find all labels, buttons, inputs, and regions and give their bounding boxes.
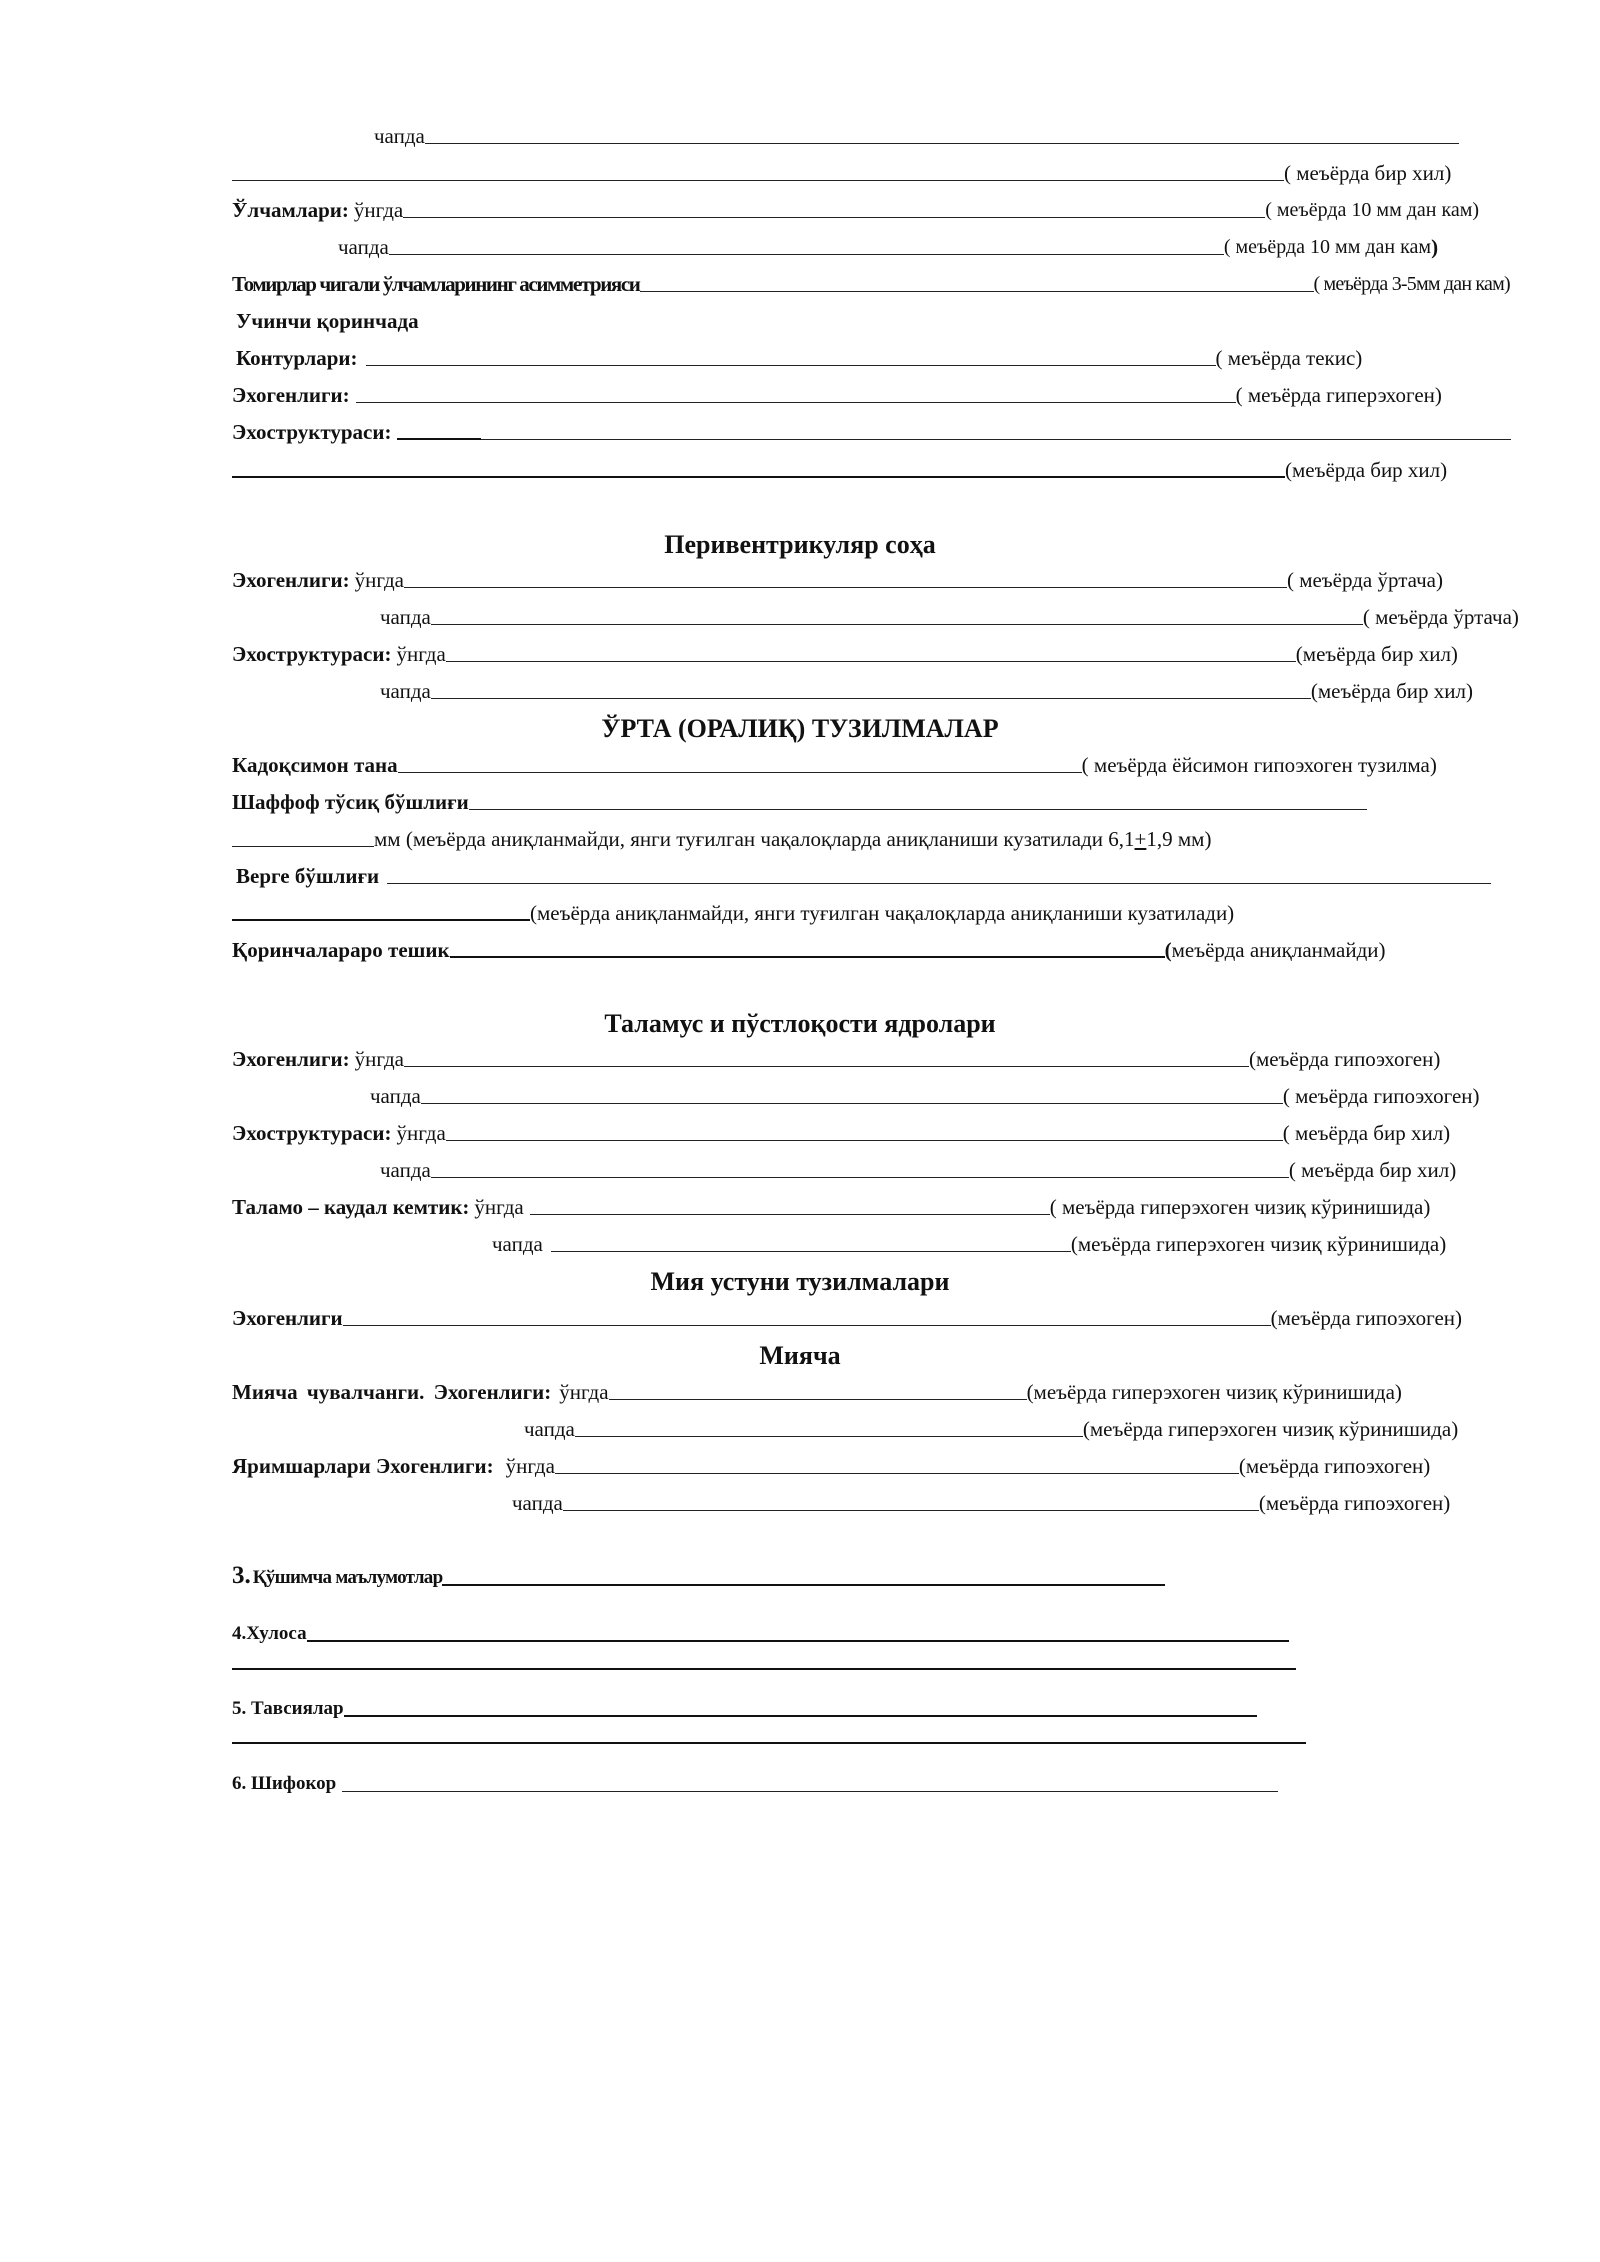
ungda-label: ўнгда [396, 642, 446, 666]
fill-line-bold[interactable] [232, 919, 530, 921]
size-left-row [338, 235, 1438, 259]
chapda-label: чапда [338, 235, 389, 259]
foramen-label: Қоринчалараро тешик [232, 938, 450, 962]
corpus-callosum-label: Кадоқсимон тана [232, 753, 398, 777]
vermis-left-row [524, 1417, 1458, 1441]
fill-line[interactable] [469, 809, 1367, 810]
corpus-callosum-row [232, 753, 1437, 777]
contours-label: Контурлари: [236, 346, 358, 370]
norm-note: (меъёрда гиперэхоген чизиқ кўринишида) [1026, 1380, 1402, 1404]
periventricular-echo-left-row [380, 605, 1519, 629]
fill-line-bold[interactable] [307, 1640, 1289, 1642]
ungda-label: ўнгда [474, 1195, 524, 1219]
fill-line[interactable] [403, 217, 1265, 218]
chapda-label: чапда [512, 1491, 563, 1515]
fill-line[interactable] [404, 1066, 1249, 1067]
norm-note: ( меъёрда бир хил) [1284, 161, 1452, 185]
septum-row [232, 790, 1367, 814]
fill-line[interactable] [551, 1251, 1071, 1252]
fill-line-bold[interactable] [232, 476, 1285, 478]
additional-info-row [232, 1562, 1165, 1590]
periventricular-heading: Перивентрикуляр соҳа [664, 530, 936, 559]
thalamus-echo-left-row [370, 1084, 1480, 1108]
thalamocaudal-label: Таламо – каудал кемтик: [232, 1195, 470, 1219]
chapda-label: чапда [524, 1417, 575, 1441]
conclusion-row [232, 1622, 1289, 1646]
vergae-row [236, 864, 1491, 888]
fill-line[interactable] [640, 291, 1314, 292]
chapda-label: чапда [492, 1232, 543, 1256]
norm-note: (меъёрда гипоэхоген) [1248, 1047, 1441, 1071]
echogenicity-label: Эхогенлиги: [232, 1047, 350, 1071]
size-right-row [232, 198, 1479, 222]
fill-line-bold[interactable] [450, 956, 1165, 958]
norm-note: (меъёрда гипоэхоген) [1238, 1454, 1431, 1478]
fill-line[interactable] [563, 1510, 1259, 1511]
norm-note: ( меъёрда 3-5мм дан кам) [1313, 273, 1510, 295]
ungda-label: ўнгда [505, 1454, 555, 1478]
thalamus-echo-right-row [232, 1047, 1440, 1071]
brainstem-echo-row [232, 1306, 1462, 1330]
fill-line[interactable] [431, 698, 1311, 699]
vermis-right-row [232, 1380, 1402, 1404]
conclusion-extra-line[interactable] [232, 1668, 1296, 1670]
midline-structures-heading: ЎРТА (ОРАЛИҚ) ТУЗИЛМАЛАР [601, 714, 999, 743]
asymmetry-row [232, 272, 1510, 296]
norm-note: ( меъёрда ўртача) [1286, 568, 1443, 592]
top-chapda-row [374, 124, 1459, 148]
thalamus-struct-right-row [232, 1121, 1450, 1145]
chapda-label: чапда [370, 1084, 421, 1108]
hemispheres-label: Яримшарлари Эхогенлиги: [232, 1454, 494, 1478]
echostructure-row [232, 420, 1511, 444]
fill-line-bold[interactable] [397, 438, 481, 440]
vergae-norm: (меъёрда аниқланмайди, янги туғилган чақалоқларда аниқланиши кузатилади) [530, 901, 1235, 925]
fill-line[interactable] [356, 402, 1236, 403]
fill-line[interactable] [342, 1791, 1278, 1792]
norm-note: ( меъёрда 10 мм дан кам) [1265, 199, 1480, 221]
norm-note: ( меъёрда гипоэхоген) [1282, 1084, 1480, 1108]
norm-note: (меъёрда гипоэхоген) [1258, 1491, 1451, 1515]
chapda-label: чапда [380, 1158, 431, 1182]
ungda-label: ўнгда [354, 568, 404, 592]
vergae-continuation-row [232, 901, 1234, 925]
norm-note: (меъёрда бир хил) [1285, 458, 1448, 482]
fill-line[interactable] [398, 772, 1082, 773]
recommendations-label: 5. Тавсиялар [232, 1698, 344, 1719]
norm-note: (меъёрда гиперэхоген чизиқ кўринишида) [1070, 1232, 1447, 1256]
fill-line[interactable] [343, 1325, 1271, 1326]
fill-line[interactable] [431, 624, 1363, 625]
echogenicity-label: Эхогенлиги [232, 1306, 343, 1330]
echostructure-label: Эхоструктураси: [232, 642, 392, 666]
periventricular-struct-right-row [232, 642, 1458, 666]
ungda-label: ўнгда [353, 198, 404, 222]
fill-line[interactable] [575, 1436, 1083, 1437]
third-ventricle-heading: Учинчи қоринчада [236, 309, 419, 333]
fill-line[interactable] [446, 661, 1296, 662]
plexus-continuation-row [232, 161, 1451, 185]
foramen-row [232, 938, 1386, 962]
ungda-label: ўнгда [354, 1047, 404, 1071]
fill-line[interactable] [446, 1140, 1283, 1141]
fill-line[interactable] [366, 365, 1216, 366]
fill-line[interactable] [389, 254, 1224, 255]
norm-note: ( меъёрда гиперэхоген) [1235, 383, 1442, 407]
norm-note: (меъёрда бир хил) [1310, 679, 1474, 703]
norm-note: ( меъёрда ёйсимон гипоэхоген тузилма) [1081, 753, 1437, 777]
brainstem-heading: Мия устуни тузилмалари [650, 1267, 950, 1296]
chapda-label: чапда [380, 605, 431, 629]
norm-note: ( меъёрда текис) [1215, 346, 1363, 370]
cerebellum-heading: Мияча [759, 1341, 841, 1370]
norm-note: (меъёрда гиперэхоген чизиқ кўринишида) [1082, 1417, 1459, 1441]
doctor-label: 6. Шифокор [232, 1773, 337, 1794]
third-ventricle-row [236, 309, 419, 333]
echogenicity-row [232, 383, 1442, 407]
fill-line[interactable] [609, 1399, 1027, 1400]
fill-line[interactable] [421, 1103, 1283, 1104]
norm-note: (меъёрда бир хил) [1295, 642, 1458, 666]
thalamocaudal-right-row [232, 1195, 1430, 1219]
ungda-label: ўнгда [559, 1380, 609, 1404]
foramen-norm: меъёрда аниқланмайди) [1171, 938, 1386, 962]
thalamus-struct-left-row [380, 1158, 1456, 1182]
hemispheres-left-row [512, 1491, 1450, 1515]
fill-line-bold[interactable] [344, 1715, 1257, 1717]
plus-minus-sign: + [1134, 827, 1147, 851]
additional-info-number: 3. [232, 1562, 251, 1589]
doctor-row [232, 1772, 1278, 1796]
thalamocaudal-left-row [492, 1232, 1446, 1256]
contours-row [236, 346, 1362, 370]
fill-line[interactable] [555, 1473, 1239, 1474]
echostructure-continuation-row [232, 458, 1447, 482]
fill-line[interactable] [431, 1177, 1289, 1178]
fill-line[interactable] [530, 1214, 1050, 1215]
norm-note: ( меъёрда бир хил) [1288, 1158, 1457, 1182]
asymmetry-label: Томирлар чигали ўлчамларининг асимметрияси [232, 272, 640, 296]
fill-line[interactable] [232, 180, 1284, 181]
septum-norm-end: 1,9 мм) [1146, 827, 1212, 851]
size-label: Ўлчамлари: [232, 198, 349, 222]
foramen-paren: ( [1164, 938, 1172, 962]
chapda-label: чапда [380, 679, 431, 703]
periventricular-struct-left-row [380, 679, 1473, 703]
recommendations-row [232, 1697, 1257, 1721]
septum-norm-text: мм (меъёрда аниқланмайди, янги туғилган чақалоқларда аниқланиши кузатилади 6,1 [374, 827, 1135, 851]
recommendations-extra-line[interactable] [232, 1742, 1306, 1744]
fill-line[interactable] [232, 846, 374, 847]
vergae-label: Верге бўшлиғи [236, 864, 380, 888]
norm-note: ( меъёрда гиперэхоген чизиқ кўринишида) [1049, 1195, 1431, 1219]
chapda-label: чапда [374, 124, 425, 148]
echogenicity-label: Эхогенлиги: [232, 383, 350, 407]
septum-measure-row [232, 827, 1211, 851]
norm-note: ( меъёрда ўртача) [1362, 605, 1519, 629]
echogenicity-label: Эхогенлиги: [232, 568, 350, 592]
norm-note: ( меъёрда 10 мм дан кам [1223, 236, 1432, 258]
norm-note: (меъёрда гипоэхоген) [1270, 1306, 1463, 1330]
fill-line[interactable] [481, 439, 1511, 440]
fill-line[interactable] [404, 587, 1287, 588]
fill-line[interactable] [425, 143, 1459, 144]
thalamus-heading: Таламус и пўстлоқости ядролари [604, 1009, 996, 1038]
norm-note: ( меъёрда бир хил) [1282, 1121, 1451, 1145]
conclusion-label: 4.Хулоса [232, 1623, 307, 1644]
norm-close-paren: ) [1431, 235, 1439, 259]
ungda-label: ўнгда [396, 1121, 446, 1145]
fill-line-bold[interactable] [442, 1584, 1165, 1586]
additional-info-label: Қўшимча маълумотлар [252, 1567, 443, 1588]
echostructure-label: Эхоструктураси: [232, 420, 392, 444]
periventricular-echo-right-row [232, 568, 1443, 592]
fill-line[interactable] [387, 883, 1491, 884]
vermis-label: Мияча чувалчанги. Эхогенлиги: [232, 1380, 552, 1404]
echostructure-label: Эхоструктураси: [232, 1121, 392, 1145]
septum-label: Шаффоф тўсиқ бўшлиғи [232, 790, 469, 814]
hemispheres-right-row [232, 1454, 1430, 1478]
